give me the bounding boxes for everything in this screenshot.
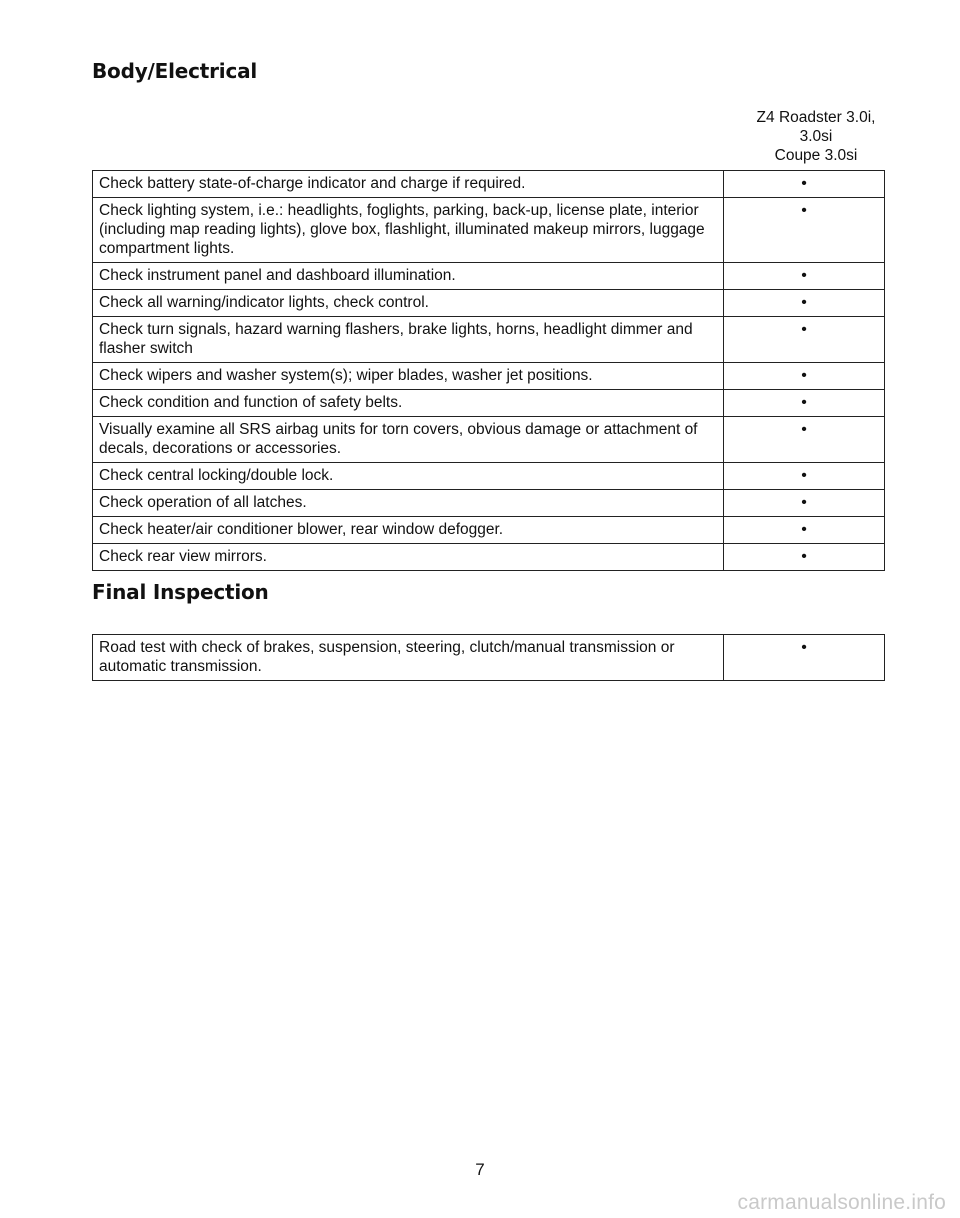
body-electrical-table bbox=[92, 170, 885, 571]
row-description: Visually examine all SRS airbag units for torn covers, obvious damage or attachment of decals, decorations or accessories. bbox=[93, 417, 724, 463]
page-number: 7 bbox=[475, 1160, 485, 1179]
table-row bbox=[93, 635, 885, 681]
bullet-mark: • bbox=[724, 417, 885, 463]
table-row bbox=[93, 317, 885, 363]
column-header-line: Z4 Roadster 3.0i, bbox=[756, 109, 876, 126]
row-description: Check wipers and washer system(s); wiper blades, washer jet positions. bbox=[93, 363, 724, 390]
bullet-mark: • bbox=[724, 263, 885, 290]
row-description: Check battery state-of-charge indicator and charge if required. bbox=[93, 171, 724, 198]
section-title-body-electrical: Body/Electrical bbox=[92, 59, 258, 83]
table-row bbox=[93, 544, 885, 571]
bullet-mark: • bbox=[724, 171, 885, 198]
row-description: Check lighting system, i.e.: headlights, foglights, parking, back-up, license plate, interior (including map reading lights), glove box, flashlight, illuminated makeup mirrors, luggage compartment lights. bbox=[93, 198, 724, 263]
table-row bbox=[93, 390, 885, 417]
row-description: Check all warning/indicator lights, check control. bbox=[93, 290, 724, 317]
table-row bbox=[93, 490, 885, 517]
row-description: Check instrument panel and dashboard illumination. bbox=[93, 263, 724, 290]
table-row bbox=[93, 417, 885, 463]
bullet-mark: • bbox=[724, 363, 885, 390]
table-row bbox=[93, 463, 885, 490]
section-title-final-inspection: Final Inspection bbox=[92, 580, 269, 604]
table-row bbox=[93, 263, 885, 290]
column-header-model bbox=[716, 108, 916, 165]
row-description: Check heater/air conditioner blower, rear window defogger. bbox=[93, 517, 724, 544]
bullet-mark: • bbox=[724, 317, 885, 363]
row-description: Check operation of all latches. bbox=[93, 490, 724, 517]
bullet-mark: • bbox=[724, 390, 885, 417]
row-description: Road test with check of brakes, suspension, steering, clutch/manual transmission or automatic transmission. bbox=[93, 635, 724, 681]
row-description: Check condition and function of safety belts. bbox=[93, 390, 724, 417]
bullet-mark: • bbox=[724, 198, 885, 263]
table-row bbox=[93, 198, 885, 263]
bullet-mark: • bbox=[724, 544, 885, 571]
row-description: Check rear view mirrors. bbox=[93, 544, 724, 571]
table-row bbox=[93, 171, 885, 198]
bullet-mark: • bbox=[724, 490, 885, 517]
table-row bbox=[93, 363, 885, 390]
bullet-mark: • bbox=[724, 290, 885, 317]
final-inspection-table bbox=[92, 634, 885, 681]
column-header-line: Coupe 3.0si bbox=[774, 147, 858, 164]
row-description: Check turn signals, hazard warning flashers, brake lights, horns, headlight dimmer and flasher switch bbox=[93, 317, 724, 363]
bullet-mark: • bbox=[724, 517, 885, 544]
table-row bbox=[93, 517, 885, 544]
table-row bbox=[93, 290, 885, 317]
bullet-mark: • bbox=[724, 463, 885, 490]
row-description: Check central locking/double lock. bbox=[93, 463, 724, 490]
column-header-line: 3.0si bbox=[799, 128, 833, 145]
bullet-mark: • bbox=[724, 635, 885, 681]
watermark-text: carmanualsonline.info bbox=[737, 1191, 946, 1214]
